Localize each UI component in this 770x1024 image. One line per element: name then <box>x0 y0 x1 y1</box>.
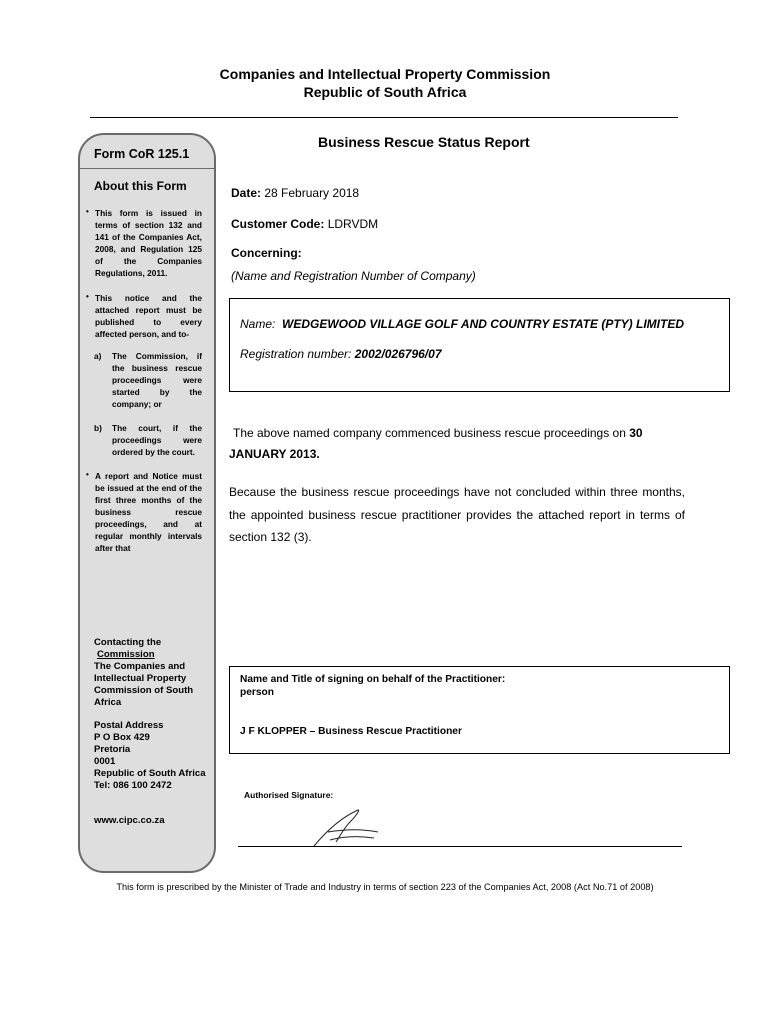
contact-heading <box>94 637 209 709</box>
commenced-day: 30 <box>629 426 643 440</box>
sidebar-bullet-3: A report and Notice must be issued at the end of the first three months of the business rescue proceedings, and at regular monthly intervals after that <box>95 471 202 553</box>
commenced-statement <box>233 426 703 440</box>
date-row <box>231 186 359 200</box>
company-box <box>229 298 730 392</box>
sub-b-marker: b) <box>94 423 102 433</box>
date-value: 28 February 2018 <box>264 186 360 200</box>
postal-line: Pretoria <box>94 744 131 755</box>
postal-line: 0001 <box>94 756 116 767</box>
sidebar-sub-b: The court, if the proceedings were ordered by the court. <box>112 423 202 457</box>
sidebar-bullet-2: This notice and the attached report must be published to every affected person, and to- <box>95 293 202 339</box>
contact-heading-line1: Contacting the <box>94 637 162 648</box>
contact-heading-line2: Commission <box>97 649 155 660</box>
commenced-text: The above named company commenced business rescue proceedings on <box>233 426 626 440</box>
postal-line: P O Box 429 <box>94 732 150 743</box>
website-link[interactable]: www.cipc.co.za <box>94 815 165 826</box>
signing-labels <box>240 673 505 699</box>
header-commission: Companies and Intellectual Property Commission <box>219 66 551 82</box>
commenced-date-rest: JANUARY 2013. <box>229 447 320 461</box>
report-title: Business Rescue Status Report <box>318 134 530 150</box>
concerning-hint: (Name and Registration Number of Company) <box>231 269 476 283</box>
bullet-marker: • <box>86 207 89 216</box>
sidebar-sub-a: The Commission, if the business rescue proceedings were started by the company; or <box>112 351 202 409</box>
postal-line: Republic of South Africa <box>94 768 206 779</box>
bullet-marker: • <box>86 292 89 301</box>
signature-scribble <box>300 806 390 850</box>
company-name-value: WEDGEWOOD VILLAGE GOLF AND COUNTRY ESTATE (PTY) LIMITED <box>282 317 685 331</box>
customer-code-label: Customer Code: <box>231 217 325 231</box>
signature-label: Authorised Signature: <box>244 790 334 800</box>
form-number: Form CoR 125.1 <box>94 147 190 161</box>
header-rule <box>90 117 678 118</box>
sidebar-divider <box>80 168 214 169</box>
contact-org: The Companies and Intellectual Property Commission of South Africa <box>94 661 194 708</box>
signing-label: Name and Title of signing on behalf of the Practitioner: <box>240 674 506 685</box>
footer-note: This form is prescribed by the Minister of Trade and Industry in terms of section 223 of the Companies Act, 2008 (Act No.71 of 2008) <box>116 882 654 892</box>
sub-a-marker: a) <box>94 351 102 361</box>
postal-address <box>94 720 209 792</box>
signature-line <box>238 846 682 847</box>
postal-line: Tel: 086 100 2472 <box>94 780 172 791</box>
signing-sub: person <box>240 687 274 698</box>
about-title: About this Form <box>94 179 187 193</box>
customer-code-value: LDRVDM <box>327 217 379 231</box>
postal-title: Postal Address <box>94 720 164 731</box>
report-paragraph: Because the business rescue proceedings have not concluded within three months, the appointed business rescue practitioner provides the attached report in terms of section 132 (3). <box>229 485 685 544</box>
company-name-row <box>240 317 684 331</box>
registration-label: Registration number: <box>240 347 352 361</box>
date-label: Date: <box>231 186 262 200</box>
commenced-date <box>229 447 320 461</box>
concerning-label <box>231 246 302 260</box>
registration-row <box>240 347 442 361</box>
practitioner-name: J F KLOPPER – Business Rescue Practitioner <box>240 726 462 737</box>
concerning-label-text: Concerning: <box>231 246 302 260</box>
bullet-marker: • <box>86 470 89 479</box>
registration-value: 2002/026796/07 <box>354 347 442 361</box>
sidebar-bullet-1: This form is issued in terms of section 132 and 141 of the Companies Act, 2008, and Regulation 125 of the Companies Regulations, 2011. <box>95 208 202 278</box>
customer-code-row <box>231 217 378 231</box>
company-name-label: Name: <box>240 317 276 331</box>
header-country: Republic of South Africa <box>303 84 467 100</box>
